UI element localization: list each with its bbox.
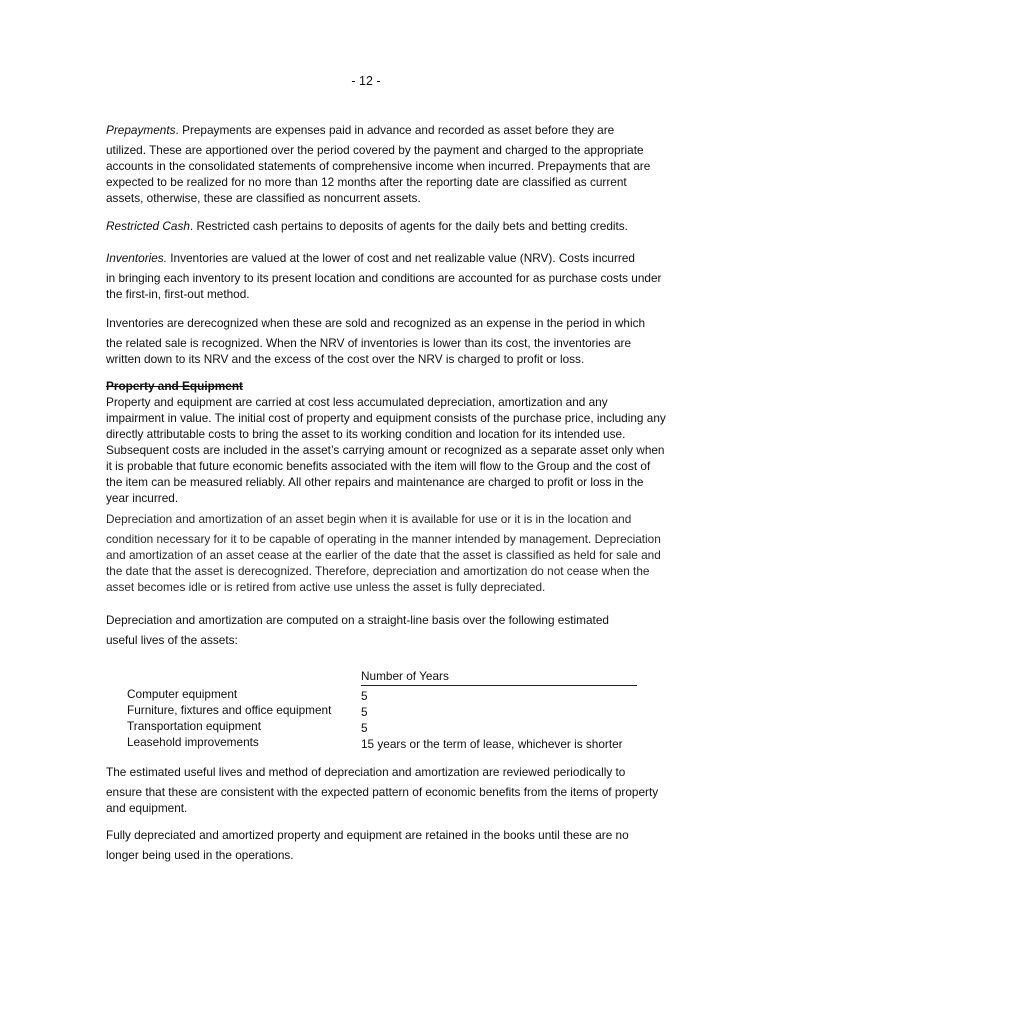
property-paragraph-1: Property and equipment are carried at cost less accumulated depreciation, amortization and any impairment in value. The initial cost of property and equipment consists of the purchase price, including any directly attributable costs to bring the asset to its working condition and location for its intended use. Subsequent costs are included in the asset’s carrying amount or recognized as a separate asset only when it is probable that future economic benefits associated with the item will flow to the Group and the cost of the item can be measured reliably. All other repairs and maintenance are charged to profit or loss in the year incurred. — [106, 395, 666, 505]
prepayments-body: utilized. These are apportioned over the period covered by the payment and charged to the appropriate accounts in the consolidated statements of comprehensive income when incurred. Prepayments that are expected to be realized for no more than 12 months after the reporting date are classified as current assets, otherwise, these are classified as noncurrent assets. — [106, 143, 651, 205]
inventories-body: in bringing each inventory to its present location and conditions are accounted for as purchase costs under the first-in, first-out method. — [106, 271, 662, 301]
derecognition-first-line: Inventories are derecognized when these are sold and recognized as an expense in the period in which — [106, 316, 646, 330]
table-row — [127, 686, 639, 702]
straight-line-first-line: Depreciation and amortization are computed on a straight-line basis over the following estimated — [106, 613, 609, 627]
straight-line-paragraph — [106, 612, 666, 648]
review-paragraph — [106, 764, 666, 816]
fully-depreciated-paragraph — [106, 827, 666, 863]
fully-depreciated-body: longer being used in the operations. — [106, 848, 294, 862]
asset-name: Leasehold improvements — [127, 735, 259, 749]
straight-line-body: useful lives of the assets: — [106, 633, 238, 647]
prepayments-lead: Prepayments — [106, 123, 176, 137]
table-row — [127, 734, 639, 750]
section-heading: Property and Equipment — [106, 379, 243, 393]
asset-years: 5 — [361, 689, 368, 703]
asset-years: 15 years or the term of lease, whichever is shorter — [361, 737, 623, 751]
asset-name: Transportation equipment — [127, 719, 261, 733]
inventories-lead: Inventories. — [106, 251, 167, 265]
table-row — [127, 702, 639, 718]
fully-depreciated-first-line: Fully depreciated and amortized property and equipment are retained in the books until these are no — [106, 828, 629, 842]
table-header — [127, 668, 639, 686]
inventories-first-line-text: Inventories are valued at the lower of cost and net realizable value (NRV). Costs incurred — [166, 251, 635, 265]
asset-name: Computer equipment — [127, 687, 238, 701]
review-first-line: The estimated useful lives and method of depreciation and amortization are reviewed periodically to — [106, 765, 626, 779]
depreciation-first-line: Depreciation and amortization of an asset begin when it is available for use or it is in the location and — [106, 512, 632, 526]
property-equipment-section — [106, 378, 666, 506]
depreciation-body: condition necessary for it to be capable of operating in the manner intended by management. Depreciation and amortization of an asset cease at the earlier of the date that the asset is classified as held for sale and the date that the asset is derecognized. Therefore, depreciation and amortization do not cease when the asset becomes idle or is retired from active use unless the asset is fully depreciated. — [106, 532, 661, 594]
restricted-cash-text: . Restricted cash pertains to deposits of agents for the daily bets and betting credits. — [189, 219, 628, 233]
inventories-first-line — [106, 250, 666, 266]
useful-lives-table — [127, 668, 639, 750]
derecognition-body: the related sale is recognized. When the NRV of inventories is lower than its cost, the inventories are written down to its NRV and the excess of the cost over the NRV is charged to profit or loss. — [106, 336, 632, 366]
inventories-paragraph — [106, 250, 666, 302]
page-number: - 12 - — [351, 74, 381, 88]
table-row — [127, 718, 639, 734]
asset-name: Furniture, fixtures and office equipment — [127, 703, 332, 717]
asset-years: 5 — [361, 721, 368, 735]
review-body: ensure that these are consistent with the expected pattern of economic benefits from the items of property and equipment. — [106, 785, 659, 815]
derecognition-paragraph — [106, 315, 666, 367]
depreciation-paragraph — [106, 511, 666, 595]
prepayments-first-line — [106, 122, 666, 138]
restricted-cash-lead: Restricted Cash — [106, 219, 190, 233]
column-header-years: Number of Years — [361, 668, 637, 686]
prepayments-first-line-text: . Prepayments are expenses paid in advance and recorded as asset before they are — [175, 123, 615, 137]
restricted-cash-paragraph — [106, 218, 666, 234]
prepayments-paragraph — [106, 122, 666, 206]
asset-years: 5 — [361, 705, 368, 719]
